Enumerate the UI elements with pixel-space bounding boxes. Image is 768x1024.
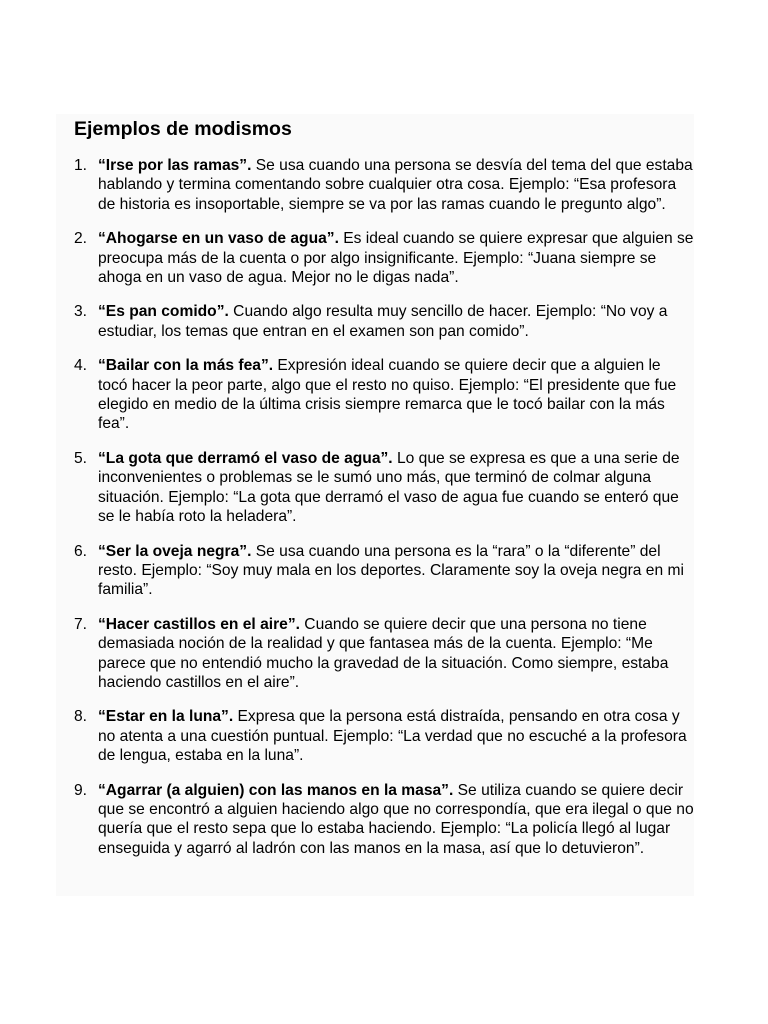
document-title: Ejemplos de modismos — [74, 118, 292, 140]
idiom-item-2 — [74, 229, 694, 287]
item-number: 2. — [74, 230, 88, 248]
idiom-item-8 — [74, 707, 694, 765]
item-number: 6. — [74, 542, 88, 560]
idiom-item-1 — [74, 156, 694, 214]
idiom-item-5 — [74, 449, 694, 527]
idiom-description: Se usa cuando una persona es la “rara” o la “diferente” del resto. Ejemplo: “Soy muy mala en los deportes. Claramente soy la oveja negra en mi familia”. — [98, 542, 684, 599]
idiom-term: “Estar en la luna”. — [98, 708, 234, 726]
idiom-item-4 — [74, 356, 694, 434]
idiom-term: “Ser la oveja negra”. — [98, 542, 252, 560]
item-number: 3. — [74, 303, 88, 321]
idiom-item-7 — [74, 615, 694, 693]
idiom-description: Se usa cuando una persona se desvía del tema del que estaba hablando y termina comentando sobre cualquier otra cosa. Ejemplo: “Esa profesora de historia es insoportable, siempre se va por las ramas cuando le pregunto algo”. — [98, 157, 693, 213]
idiom-term: “Ahogarse en un vaso de agua”. — [98, 230, 339, 248]
idiom-description: Se utiliza cuando se quiere decir que se encontró a alguien haciendo algo que no correspondía, que era ilegal o que no quería que el resto sepa que lo estaba haciendo. Ejemplo: “La policía llegó al lugar enseguida y agarró al ladrón con las manos en la masa, así que lo detuvieron”. — [98, 781, 694, 857]
idiom-description: Cuando algo resulta muy sencillo de hacer. Ejemplo: “No voy a estudiar, los temas que entran en el examen son pan comido”. — [98, 303, 668, 340]
idiom-list — [74, 156, 694, 873]
item-number: 8. — [74, 708, 88, 726]
item-number: 4. — [74, 357, 88, 375]
idiom-description: Lo que se expresa es que a una serie de inconvenientes o problemas se le sumó uno más, que terminó de colmar alguna situación. Ejemplo: “La gota que derramó el vaso de agua fue cuando se enteró que se le había roto la heladera”. — [98, 449, 680, 526]
idiom-description: Expresa que la persona está distraída, pensando en otra cosa y no atenta a una cuestión puntual. Ejemplo: “La verdad que no escuché a la profesora de lengua, estaba en la luna”. — [98, 708, 687, 765]
idiom-description: Es ideal cuando se quiere expresar que alguien se preocupa más de la cuenta o por algo insignificante. Ejemplo: “Juana siempre se ahoga en un vaso de agua. Mejor no le digas nada”. — [98, 230, 694, 287]
idiom-term: “Es pan comido”. — [98, 303, 229, 321]
item-number: 9. — [74, 781, 88, 799]
idiom-term: “La gota que derramó el vaso de agua”. — [98, 449, 393, 467]
idiom-item-9 — [74, 781, 694, 859]
idiom-description: Cuando se quiere decir que una persona no tiene demasiada noción de la realidad y que fantasea más de la cuenta. Ejemplo: “Me parece que no entendió mucho la gravedad de la situación. Como siempre, estaba haciendo castillos en el aire”. — [98, 615, 669, 691]
idiom-term: “Agarrar (a alguien) con las manos en la masa”. — [98, 781, 454, 799]
idiom-description: Expresión ideal cuando se quiere decir que a alguien le tocó hacer la peor parte, algo que el resto no quiso. Ejemplo: “El presidente que fue elegido en medio de la última crisis siempre remarca que le tocó bailar con la más fea”. — [98, 357, 677, 433]
idiom-term: “Irse por las ramas”. — [98, 157, 252, 174]
idiom-term: “Bailar con la más fea”. — [98, 357, 274, 375]
idiom-item-3 — [74, 302, 694, 341]
item-number: 7. — [74, 615, 88, 633]
idiom-term: “Hacer castillos en el aire”. — [98, 615, 300, 633]
idiom-item-6 — [74, 542, 694, 600]
item-number: 5. — [74, 449, 88, 467]
item-number: 1. — [74, 157, 88, 174]
